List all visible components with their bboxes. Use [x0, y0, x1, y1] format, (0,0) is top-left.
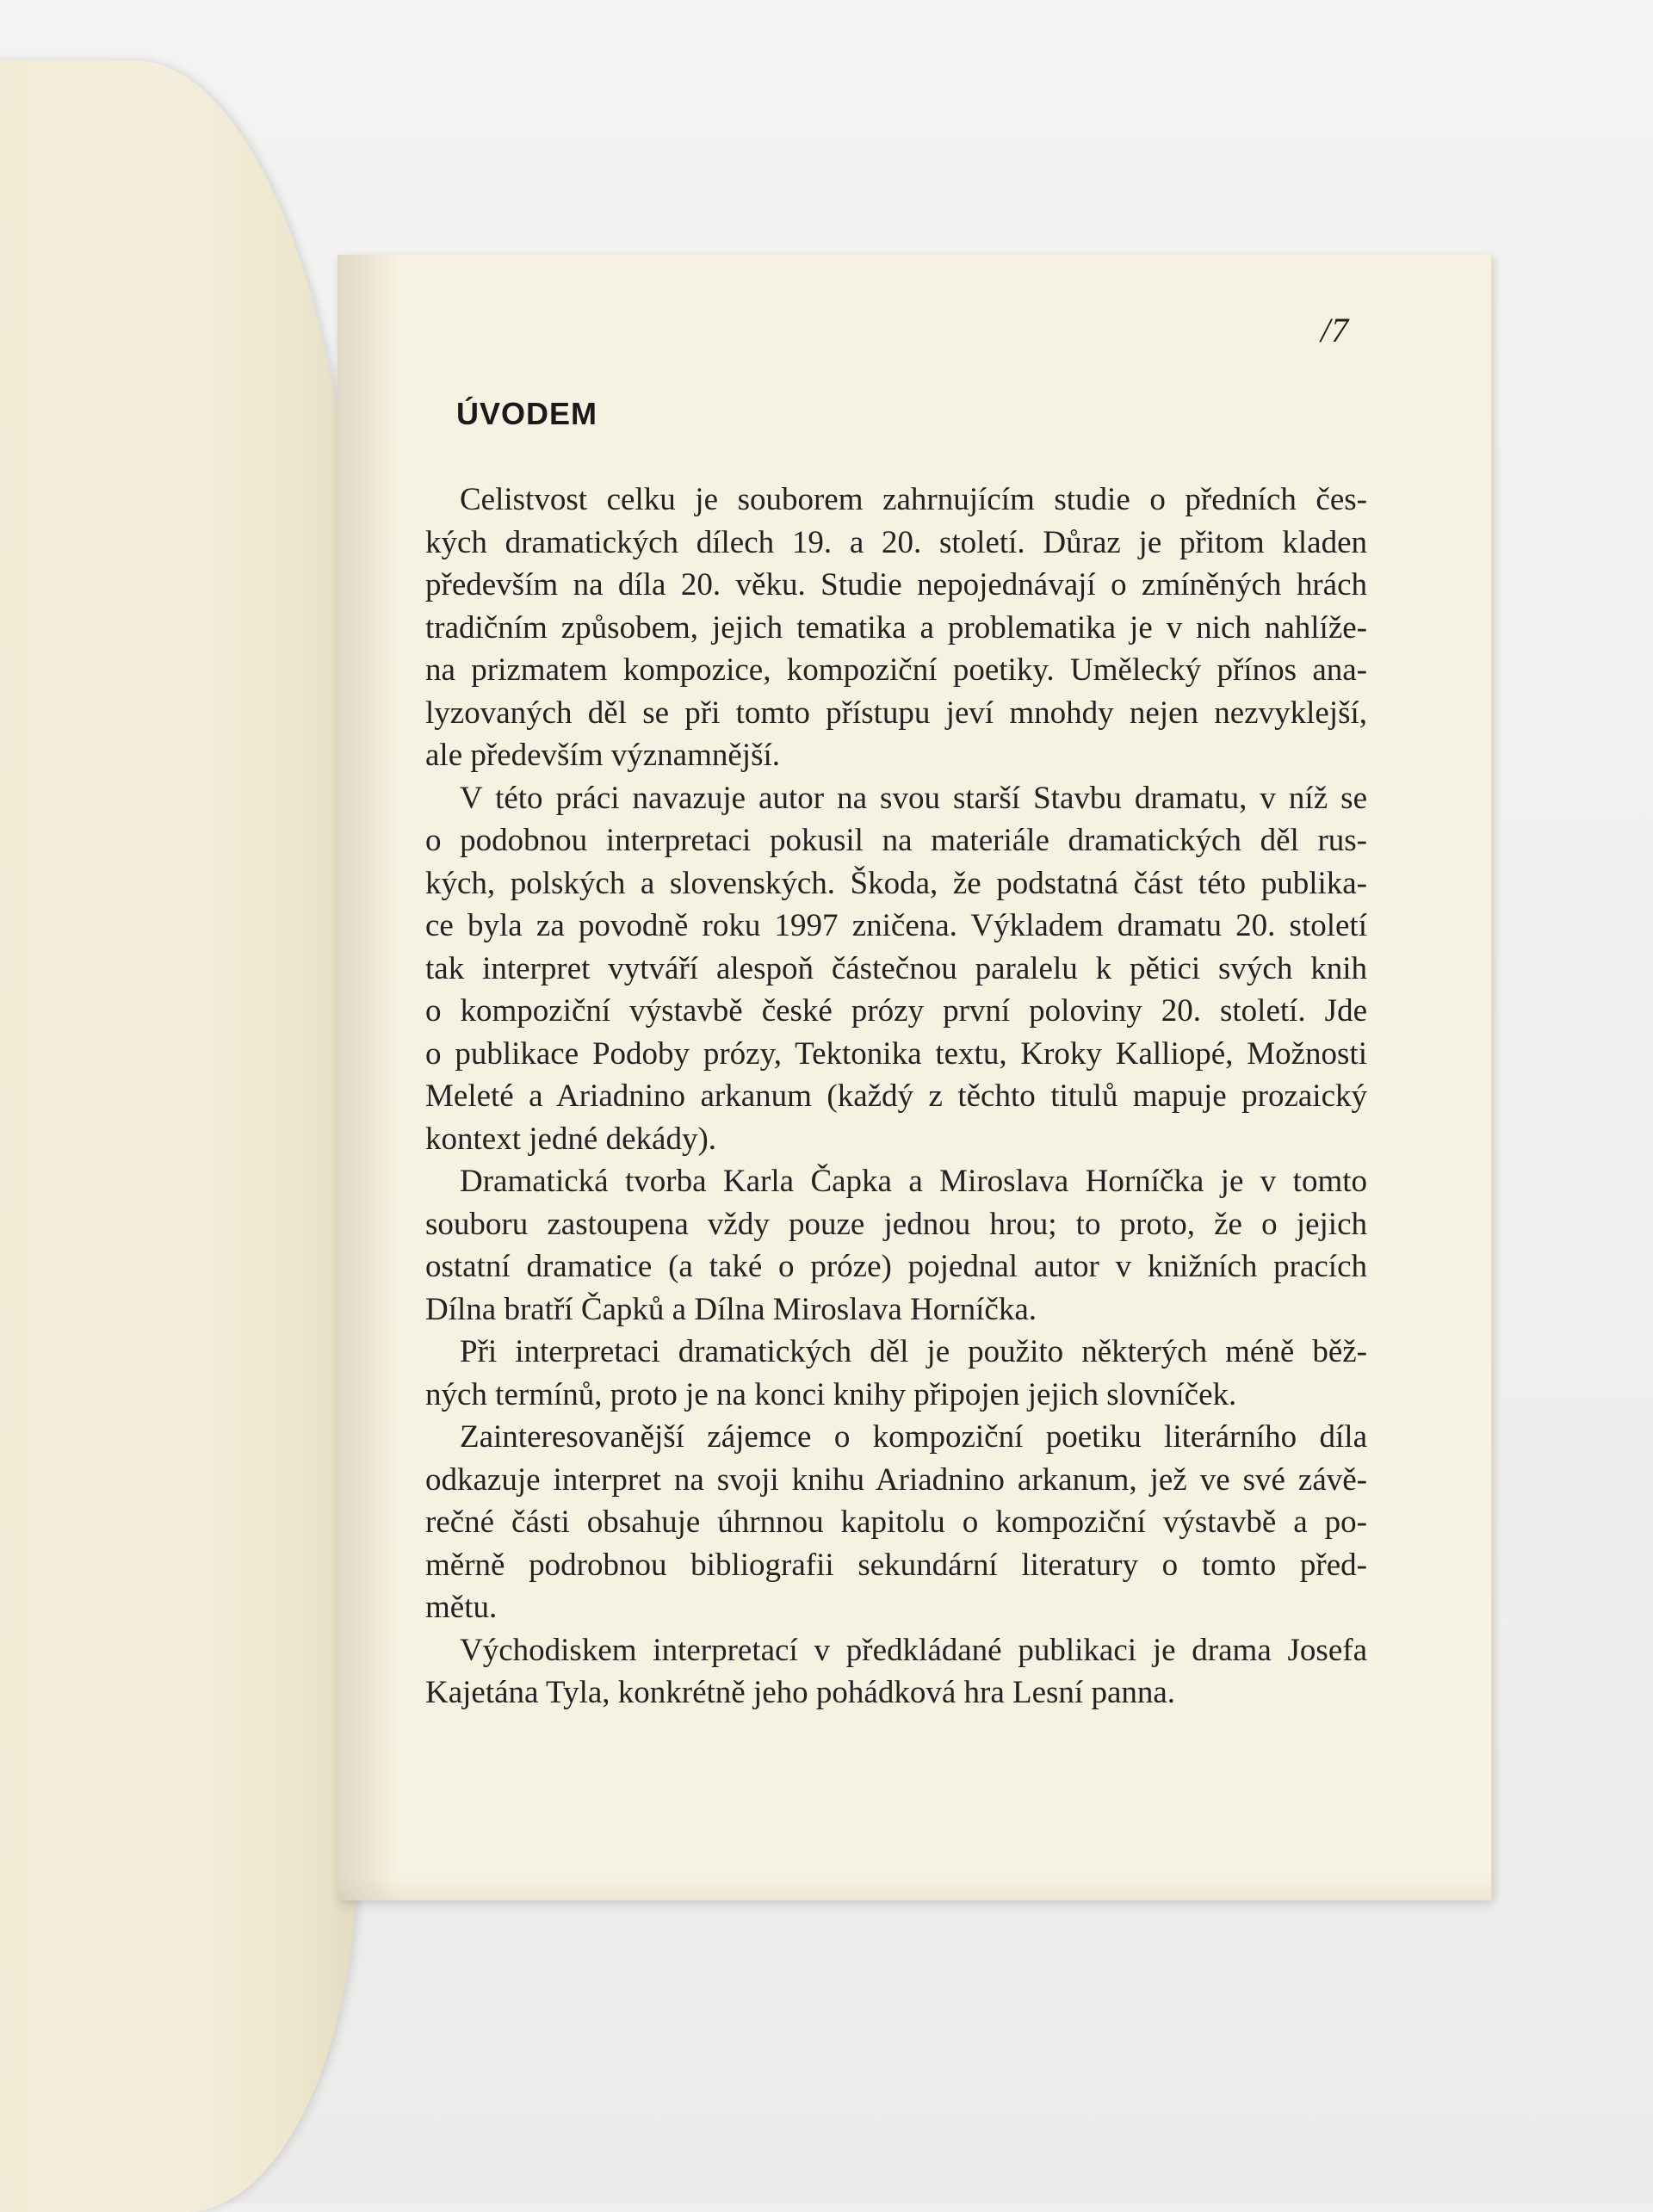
text-line: o podobnou interpretaci pokusil na materiále dramatických děl rus- [425, 823, 1367, 858]
text-line: kých, polských a slovenských. Škoda, že podstatná část této publika- [425, 865, 1367, 901]
text-line: na prizmatem kompozice, kompoziční poetiky. Umělecký přínos ana- [425, 652, 1367, 688]
text-line: ce byla za povodně roku 1997 zničena. Výkladem dramatu 20. století [425, 908, 1367, 943]
text-line: kých dramatických dílech 19. a 20. století. Důraz je přitom kladen [425, 524, 1367, 560]
body-text [425, 479, 1367, 1715]
chapter-heading: ÚVODEM [456, 396, 598, 431]
text-line: odkazuje interpret na svoji knihu Ariadnino arkanum, jež ve své závě- [425, 1461, 1367, 1498]
text-line: o publikace Podoby prózy, Tektonika textu, Kroky Kalliopé, Možnosti [425, 1035, 1367, 1072]
text-line: Dramatická tvorba Karla Čapka a Miroslava Horníčka je v tomto [460, 1164, 1367, 1199]
text-line: tak interpret vytváří alespoň částečnou paralelu k pětici svých knih [425, 950, 1367, 986]
left-page [0, 60, 357, 2212]
text-line: rečné části obsahuje úhrnnou kapitolu o kompoziční výstavbě a po- [425, 1505, 1367, 1540]
text-line: souboru zastoupena vždy pouze jednou hrou; to proto, že o jejich [425, 1206, 1367, 1242]
text-line: Kajetána Tyla, konkrétně jeho pohádková hra Lesní panna. [425, 1675, 1176, 1710]
text-line: kontext jedné dekády). [425, 1121, 717, 1157]
text-line: ostatní dramatice (a také o próze) pojednal autor v knižních pracích [425, 1249, 1367, 1284]
text-line: mětu. [425, 1590, 498, 1625]
text-line: Zainteresovanější zájemce o kompoziční poetiku literárního díla [460, 1419, 1367, 1455]
text-line: ných termínů, proto je na konci knihy připojen jejich slovníček. [425, 1376, 1237, 1412]
text-line: Dílna bratří Čapků a Dílna Miroslava Horníčka. [425, 1291, 1037, 1327]
text-line: především na díla 20. věku. Studie nepojednávají o zmíněných hrách [425, 567, 1367, 602]
text-line: ale především významnější. [425, 738, 781, 773]
page-number: /7 [1321, 311, 1350, 349]
text-line: Meleté a Ariadnino arkanum (každý z těchto titulů mapuje prozaický [425, 1078, 1367, 1114]
text-line: měrně podrobnou bibliografii sekundární literatury o tomto před- [425, 1547, 1367, 1583]
text-line: o kompoziční výstavbě české prózy první poloviny 20. století. Jde [425, 993, 1367, 1029]
text-line: Východiskem interpretací v předkládané publikaci je drama Josefa [460, 1632, 1367, 1668]
text-line: lyzovaných děl se při tomto přístupu jeví mnohdy nejen nezvyklejší, [425, 695, 1367, 731]
text-line: V této práci navazuje autor na svou starší Stavbu dramatu, v níž se [460, 780, 1367, 816]
text-line: Při interpretaci dramatických děl je použito některých méně běž- [460, 1334, 1367, 1369]
text-line: Celistvost celku je souborem zahrnujícím studie o předních čes- [460, 482, 1367, 517]
text-line: tradičním způsobem, jejich tematika a problematika je v nich nahlíže- [425, 609, 1367, 646]
